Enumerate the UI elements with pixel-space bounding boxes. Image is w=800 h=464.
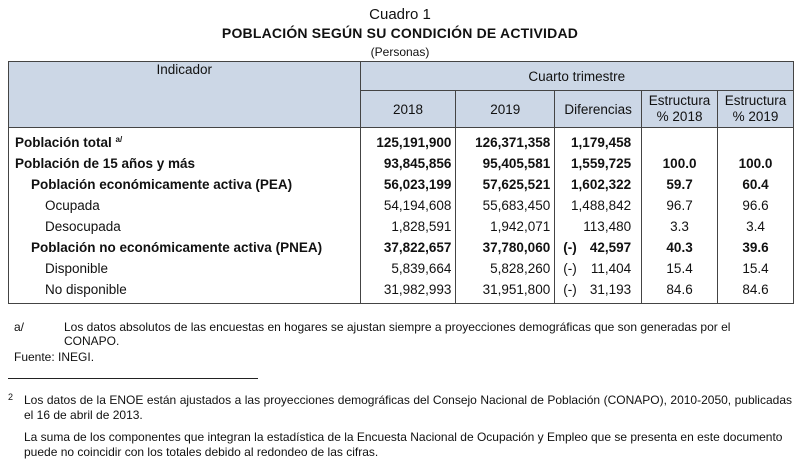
cell-est-2018: 96.7 <box>642 195 718 216</box>
header-est-2018-line2: % 2018 <box>656 109 703 124</box>
cell-est-2018: 3.3 <box>642 216 718 237</box>
header-period: Cuarto trimestre <box>360 62 793 91</box>
cell-est-2019: 100.0 <box>718 153 794 174</box>
cell-est-2019: 15.4 <box>718 258 794 279</box>
row-label: Ocupada <box>9 195 361 216</box>
table-row <box>9 237 794 258</box>
row-label: Población no económicamente activa (PNEA) <box>9 237 361 258</box>
note-a-marker: a/ <box>14 320 25 334</box>
table-row <box>9 174 794 195</box>
cell-2018: 93,845,856 <box>360 153 456 174</box>
note-a-text: Los datos absolutos de las encuestas en hogares se ajustan siempre a proyecciones demográficas que son generadas por el CONAPO. <box>64 320 731 348</box>
cell-diff: 1,559,725 <box>555 153 642 174</box>
cell-2019: 126,371,358 <box>456 128 555 154</box>
table-row <box>9 279 794 304</box>
row-label: Desocupada <box>9 216 361 237</box>
cell-2018: 125,191,900 <box>360 128 456 154</box>
header-diff: Diferencias <box>555 91 642 128</box>
row-label: Población económicamente activa (PEA) <box>9 174 361 195</box>
cell-est-2019: 3.4 <box>718 216 794 237</box>
cell-est-2018: 59.7 <box>642 174 718 195</box>
cell-est-2018 <box>642 128 718 154</box>
table-row <box>9 216 794 237</box>
row-label: No disponible <box>9 279 361 304</box>
cell-est-2018: 100.0 <box>642 153 718 174</box>
footnote-2-marker: 2 <box>8 392 14 402</box>
cell-2018: 31,982,993 <box>360 279 456 304</box>
table-row <box>9 195 794 216</box>
header-est-2018-line1: Estructura <box>648 93 711 108</box>
header-est-2018 <box>642 91 718 128</box>
cell-2019: 31,951,800 <box>456 279 555 304</box>
footnote-divider <box>8 378 258 379</box>
cell-diff: 1,179,458 <box>555 128 642 154</box>
cell-est-2018: 84.6 <box>642 279 718 304</box>
header-2019: 2019 <box>456 91 555 128</box>
cell-2018: 5,839,664 <box>360 258 456 279</box>
cell-diff: (-) 11,404 <box>555 258 642 279</box>
cell-diff: (-) 31,193 <box>555 279 642 304</box>
cell-2018: 56,023,199 <box>360 174 456 195</box>
population-table <box>8 61 794 304</box>
header-indicator: Indicador <box>9 62 361 128</box>
cell-diff: 1,602,322 <box>555 174 642 195</box>
cell-2019: 55,683,450 <box>456 195 555 216</box>
table-row <box>9 153 794 174</box>
cell-2019: 57,625,521 <box>456 174 555 195</box>
cell-est-2019 <box>718 128 794 154</box>
footnote-3-text: La suma de los componentes que integran la estadística de la Encuesta Nacional de Ocupación y Empleo que se presenta en este documento puede no coincidir con los totales debido al redondeo de las cifras. <box>24 430 783 459</box>
row-label: Población de 15 años y más <box>9 153 361 174</box>
note-ref: a/ <box>115 135 123 144</box>
source-note: Fuente: INEGI. <box>14 350 95 364</box>
header-est-2019-line1: Estructura <box>724 93 787 108</box>
cell-est-2019: 60.4 <box>718 174 794 195</box>
cell-2018: 37,822,657 <box>360 237 456 258</box>
header-est-2019-line2: % 2019 <box>732 109 779 124</box>
row-label: Disponible <box>9 258 361 279</box>
cell-2019: 5,828,260 <box>456 258 555 279</box>
table-unit: (Personas) <box>370 45 430 59</box>
cell-est-2019: 96.6 <box>718 195 794 216</box>
header-2018: 2018 <box>360 91 456 128</box>
cell-2018: 1,828,591 <box>360 216 456 237</box>
table-title: POBLACIÓN SEGÚN SU CONDICIÓN DE ACTIVIDAD <box>221 25 579 41</box>
table-row <box>9 128 794 154</box>
cell-est-2019: 39.6 <box>718 237 794 258</box>
cell-est-2019: 84.6 <box>718 279 794 304</box>
cell-diff: 113,480 <box>555 216 642 237</box>
cell-est-2018: 40.3 <box>642 237 718 258</box>
cell-diff: 1,488,842 <box>555 195 642 216</box>
row-label: Población total $^{a/}$ <box>9 128 361 154</box>
header-est-2019 <box>718 91 794 128</box>
footnote-2-text: Los datos de la ENOE están ajustados a las proyecciones demográficas del Consejo Nacional de Población (CONAPO), 2010-2050, publicadas el 16 de abril de 2013. <box>24 393 792 422</box>
table-number: Cuadro 1 <box>369 6 431 23</box>
cell-2018: 54,194,608 <box>360 195 456 216</box>
cell-2019: 95,405,581 <box>456 153 555 174</box>
cell-2019: 1,942,071 <box>456 216 555 237</box>
cell-2019: 37,780,060 <box>456 237 555 258</box>
cell-est-2018: 15.4 <box>642 258 718 279</box>
table-row <box>9 258 794 279</box>
cell-diff: (-) 42,597 <box>555 237 642 258</box>
